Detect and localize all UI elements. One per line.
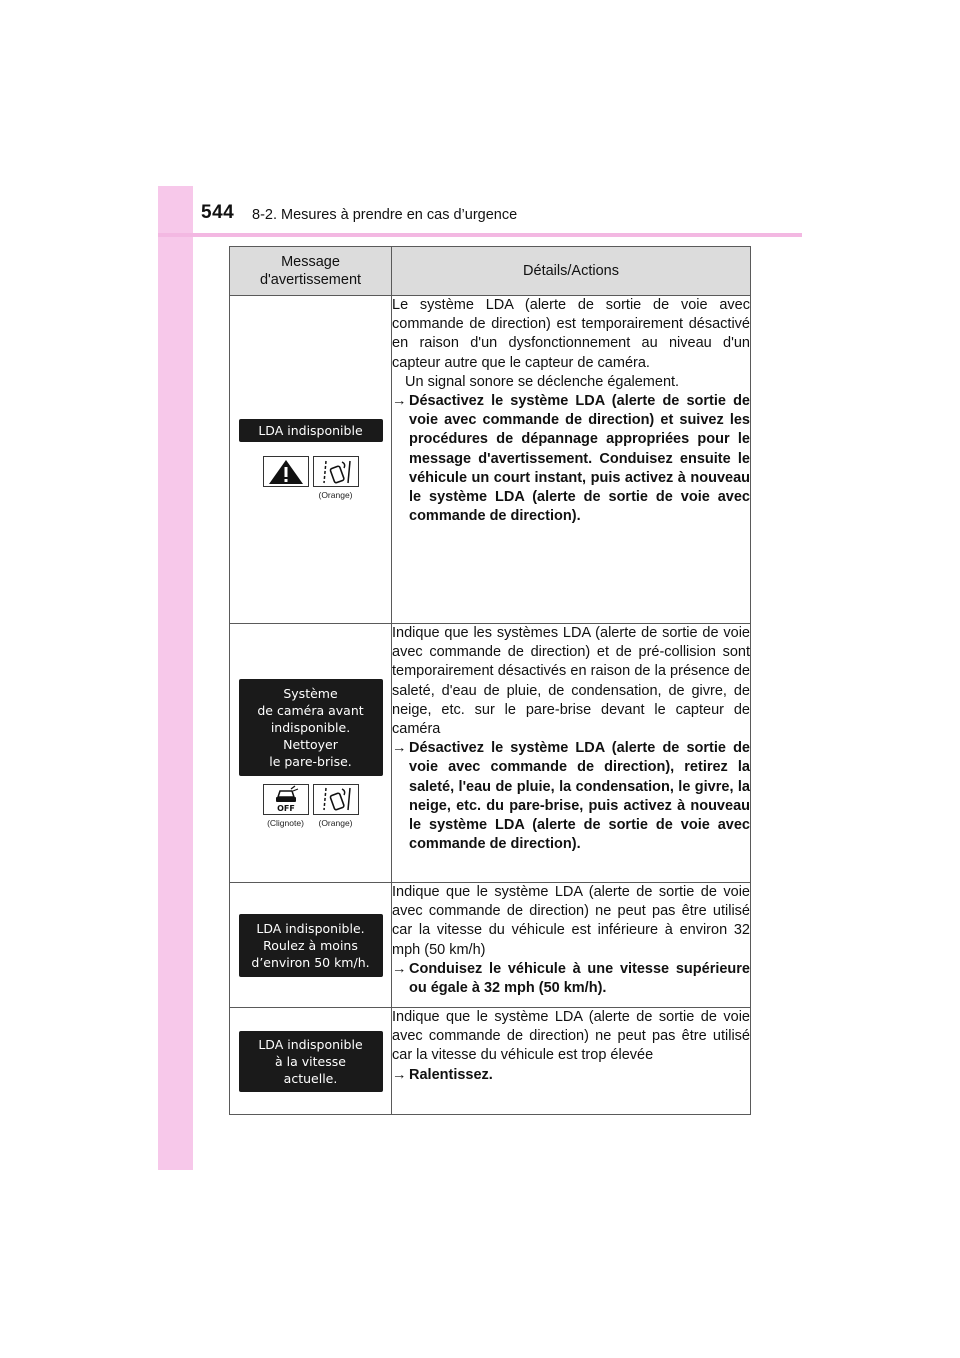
action-text: → Désactivez le système LDA (alerte de sortie de voie avec commande de direction) et suivez les procédures de dépannage appropriées pour le message d'avertissement. Conduisez ensuite le véhicule un court instant, puis activez à nouveau le système LDA (alerte de sortie de voie avec commande de direction).: [392, 393, 750, 525]
display-message: LDA indisponible. Roulez à moins d’environ 50 km/h.: [239, 914, 383, 977]
details-cell: [392, 883, 751, 1008]
arrow-icon: →: [392, 740, 407, 757]
detail-note: Un signal sonore se déclenche également.: [405, 373, 680, 390]
display-message: LDA indisponible: [239, 419, 383, 442]
svg-text:OFF: OFF: [276, 804, 295, 813]
table-row: [230, 1008, 751, 1115]
section-title: 8-2. Mesures à prendre en cas d’urgence: [252, 207, 518, 223]
col-header-message: Message d'avertissement: [230, 247, 392, 296]
indicator-icons: [230, 784, 391, 828]
table-header-row: [230, 247, 751, 296]
detail-text: Indique que le système LDA (alerte de sortie de voie avec commande de direction) ne peut pas être utilisé car la vitesse du véhicule est inférieure à environ 32 mph (50 km/h): [392, 884, 750, 958]
icon-caption-blink: (Clignote): [267, 817, 304, 828]
detail-text: Le système LDA (alerte de sortie de voie avec commande de direction) est temporairement désactivé en raison d'un dysfonctionnement au niveau d'un capteur autre que le capteur de caméra.: [392, 297, 750, 371]
display-message: Système de caméra avant indisponible. Nettoyer le pare-brise.: [239, 679, 383, 776]
message-cell: [230, 1008, 392, 1115]
section-side-tab: [158, 186, 193, 1170]
details-cell: [392, 296, 751, 624]
action-text: → Désactivez le système LDA (alerte de sortie de voie avec commande de direction), retirez la saleté, l'eau de pluie, la condensation, le givre, la neige, etc. du pare-brise, puis activez à nouveau le système LDA (alerte de sortie de voie avec commande de direction).: [392, 740, 750, 853]
indicator-icons: [230, 456, 391, 500]
icon-caption-orange: (Orange): [318, 817, 353, 828]
page-number: 544: [201, 202, 235, 223]
arrow-icon: →: [392, 1066, 407, 1083]
message-cell: [230, 296, 392, 624]
action-text: → Conduisez le véhicule à une vitesse supérieure ou égale à 32 mph (50 km/h).: [392, 960, 750, 997]
message-cell: [230, 883, 392, 1008]
icon-caption-orange: (Orange): [318, 490, 353, 500]
detail-text: Indique que les systèmes LDA (alerte de sortie de voie avec commande de direction) et de pré-collision sont temporairement désactivés en raison de la présence de saleté, d'eau de pluie, de condensation, de givre, de neige, etc. sur le pare-brise devant le capteur de caméra: [392, 625, 750, 738]
warning-triangle-icon: [263, 456, 309, 487]
detail-text: Indique que le système LDA (alerte de sortie de voie avec commande de direction) ne peut pas être utilisé car la vitesse du véhicule est trop élevée: [392, 1009, 750, 1064]
lane-steering-icon: [313, 456, 359, 487]
action-text: → Ralentissez.: [392, 1066, 750, 1085]
table-row: [230, 624, 751, 883]
display-message: LDA indisponible à la vitesse actuelle.: [239, 1031, 383, 1092]
details-cell: [392, 1008, 751, 1115]
header-divider: [158, 233, 802, 237]
lane-steering-icon: [313, 784, 359, 815]
table-row: [230, 296, 751, 624]
arrow-icon: →: [392, 393, 407, 410]
details-cell: [392, 624, 751, 883]
message-cell: [230, 624, 392, 883]
table-row: [230, 883, 751, 1008]
col-header-details: Détails/Actions: [392, 247, 751, 296]
pre-collision-off-icon: [263, 784, 309, 815]
arrow-icon: →: [392, 960, 407, 977]
warning-table: [229, 246, 751, 1115]
